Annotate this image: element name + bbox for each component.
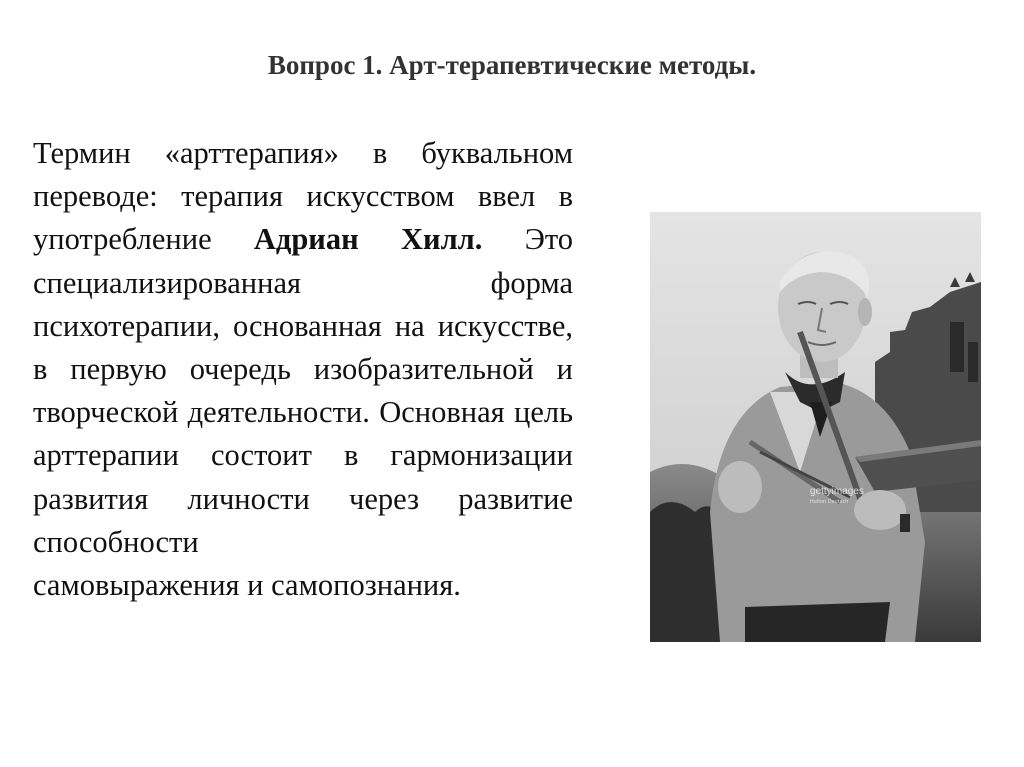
watermark-credit: Hulton Deutsch [810, 499, 849, 505]
paragraph-lead: Термин «арттерапия» в буквальном переводе: терапия искусством ввел в употребление [33, 136, 573, 257]
paragraph-last-line: самовыражения и самопознания. [33, 568, 461, 603]
paragraph-rest: Это специализированная форма психотерапии, основанная на искусстве, в первую очередь изобразительной и творческой деятельности. Основная цель арттерапии состоит в гармонизации развития личности через развитие способности [33, 222, 574, 559]
slide-title: Вопрос 1. Арт-терапевтические методы. [267, 50, 757, 80]
portrait-photo [650, 212, 981, 642]
portrait-illustration [650, 212, 981, 642]
photo-watermark [810, 486, 864, 508]
paragraph-name: Адриан Хилл. [253, 222, 483, 257]
body-paragraph [33, 132, 573, 607]
watermark-brand: gettyimages [810, 486, 864, 497]
